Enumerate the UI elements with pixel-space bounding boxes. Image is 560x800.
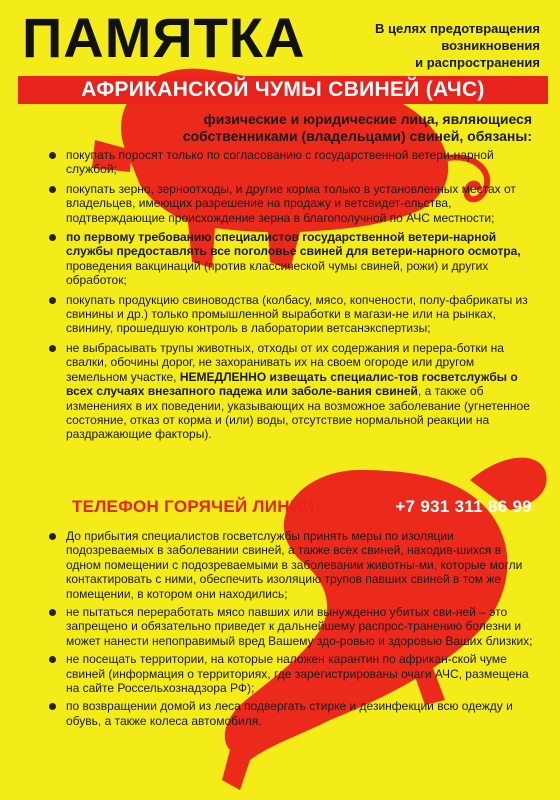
list-item-text: по возвращении домой из леса подвергать стирке и дезинфекции всю одежду и обувь, а также колеса автомобиля. (66, 699, 513, 728)
disease-title-banner: АФРИКАНСКОЙ ЧУМЫ СВИНЕЙ (АЧС) (18, 76, 548, 104)
hotline-phone-number[interactable]: +7 931 311 86 99 (395, 497, 532, 516)
purpose-text: В целях предотвращения возникновения и распространения (375, 21, 540, 70)
obligations-list (0, 148, 560, 447)
bullet-icon (49, 656, 56, 663)
list-item-text: покупать поросят только по согласованию с государственной ветери-нарной службой; (66, 148, 494, 177)
list-item-text: не посещать территории, на которые наложен карантин по африкан-ской чуме свиней (информация о территориях, где зарегистрированы очаги АЧС, размещена на сайте Россельхознадзора РФ); (66, 652, 529, 696)
list-item-text: До прибытия специалистов госветслужбы принять меры по изоляции подозреваемых в заболевании свиней, а также всех свиней, находив-шихся в одном помещении с подозреваемыми в заболевании животны-ми, которые могли контактировать с ними, обеспечить изоляцию трупов павших свиней в том же помещении, в котором они находились; (66, 529, 523, 601)
list-item (66, 182, 534, 225)
list-item-text: НЕМЕДЛЕННО извещать специалис-тов госветслужбы о всех случаях внезапного падежа или заболе-вания свиней (66, 369, 518, 399)
list-item (66, 341, 534, 442)
bullet-icon (49, 297, 56, 304)
list-item (66, 699, 534, 728)
hotline-label: ТЕЛЕФОН ГОРЯЧЕЙ ЛИНИИ: (72, 497, 321, 516)
list-item-text: по первому требованию специалистов государственной ветери-нарной службы предоставлять все поголовье свиней для ветери-нарного осмотра, (66, 230, 521, 259)
bullet-icon (49, 234, 56, 241)
list-item (66, 230, 534, 288)
subject-text: физические и юридические лица, являющиеся собственниками (владельцами) свиней, обязаны: (182, 111, 532, 144)
duties-list (0, 529, 560, 732)
list-item (66, 293, 534, 336)
list-item-text: проведения вакцинаций (против классической чумы свиней, рожи) и других обработок; (66, 258, 489, 288)
bullet-icon (49, 345, 56, 352)
list-item (66, 148, 534, 177)
list-item-text: покупать зерно, зерноотходы, и другие корма только в установленных местах от владельцев, имеющих разрешение на продажу и ветсвидет-ельства, подтверждающие происхождение зерна в благополучной по АЧС местности; (66, 181, 516, 225)
list-item (66, 652, 534, 695)
list-item (66, 529, 534, 601)
bullet-icon (49, 703, 56, 710)
list-item (66, 605, 534, 648)
page-title: ПАМЯТКА (22, 6, 306, 69)
bullet-icon (49, 186, 56, 193)
bullet-icon (49, 152, 56, 159)
list-item-text: не выбрасывать трупы животных, отходы от их содержания и перера-ботки на свалки, обочины дорог, не захоранивать их на своем огороде или другом земельном участке, (66, 340, 504, 384)
hotline (72, 497, 542, 519)
bullet-icon (49, 609, 56, 616)
bullet-icon (49, 533, 56, 540)
list-item-text: , а также об изменениях в их поведении, указывающих на возможное заболевание (угнетенное состояние, отказ от корма и (или) воды, отсутствие нормальной реакции на раздражающие факторы). (66, 384, 530, 442)
list-item-text: не пытаться переработать мясо павших или вынужденно убитых сви-ней – это запрещено и обязательно приведет к дальнейшему распрос-транению болезни и может нанести непоправимый вред Вашему здо-ровью и здоровью Ваших близких; (66, 605, 533, 648)
list-item-text: покупать продукцию свиноводства (колбасу, мясо, копчености, полу-фабрикаты из свинины и др.) только промышленной выработки в магази-не или на рынках, свинину, прошедшую контроль в лаборатории ветсанэкспертизы; (66, 292, 528, 336)
